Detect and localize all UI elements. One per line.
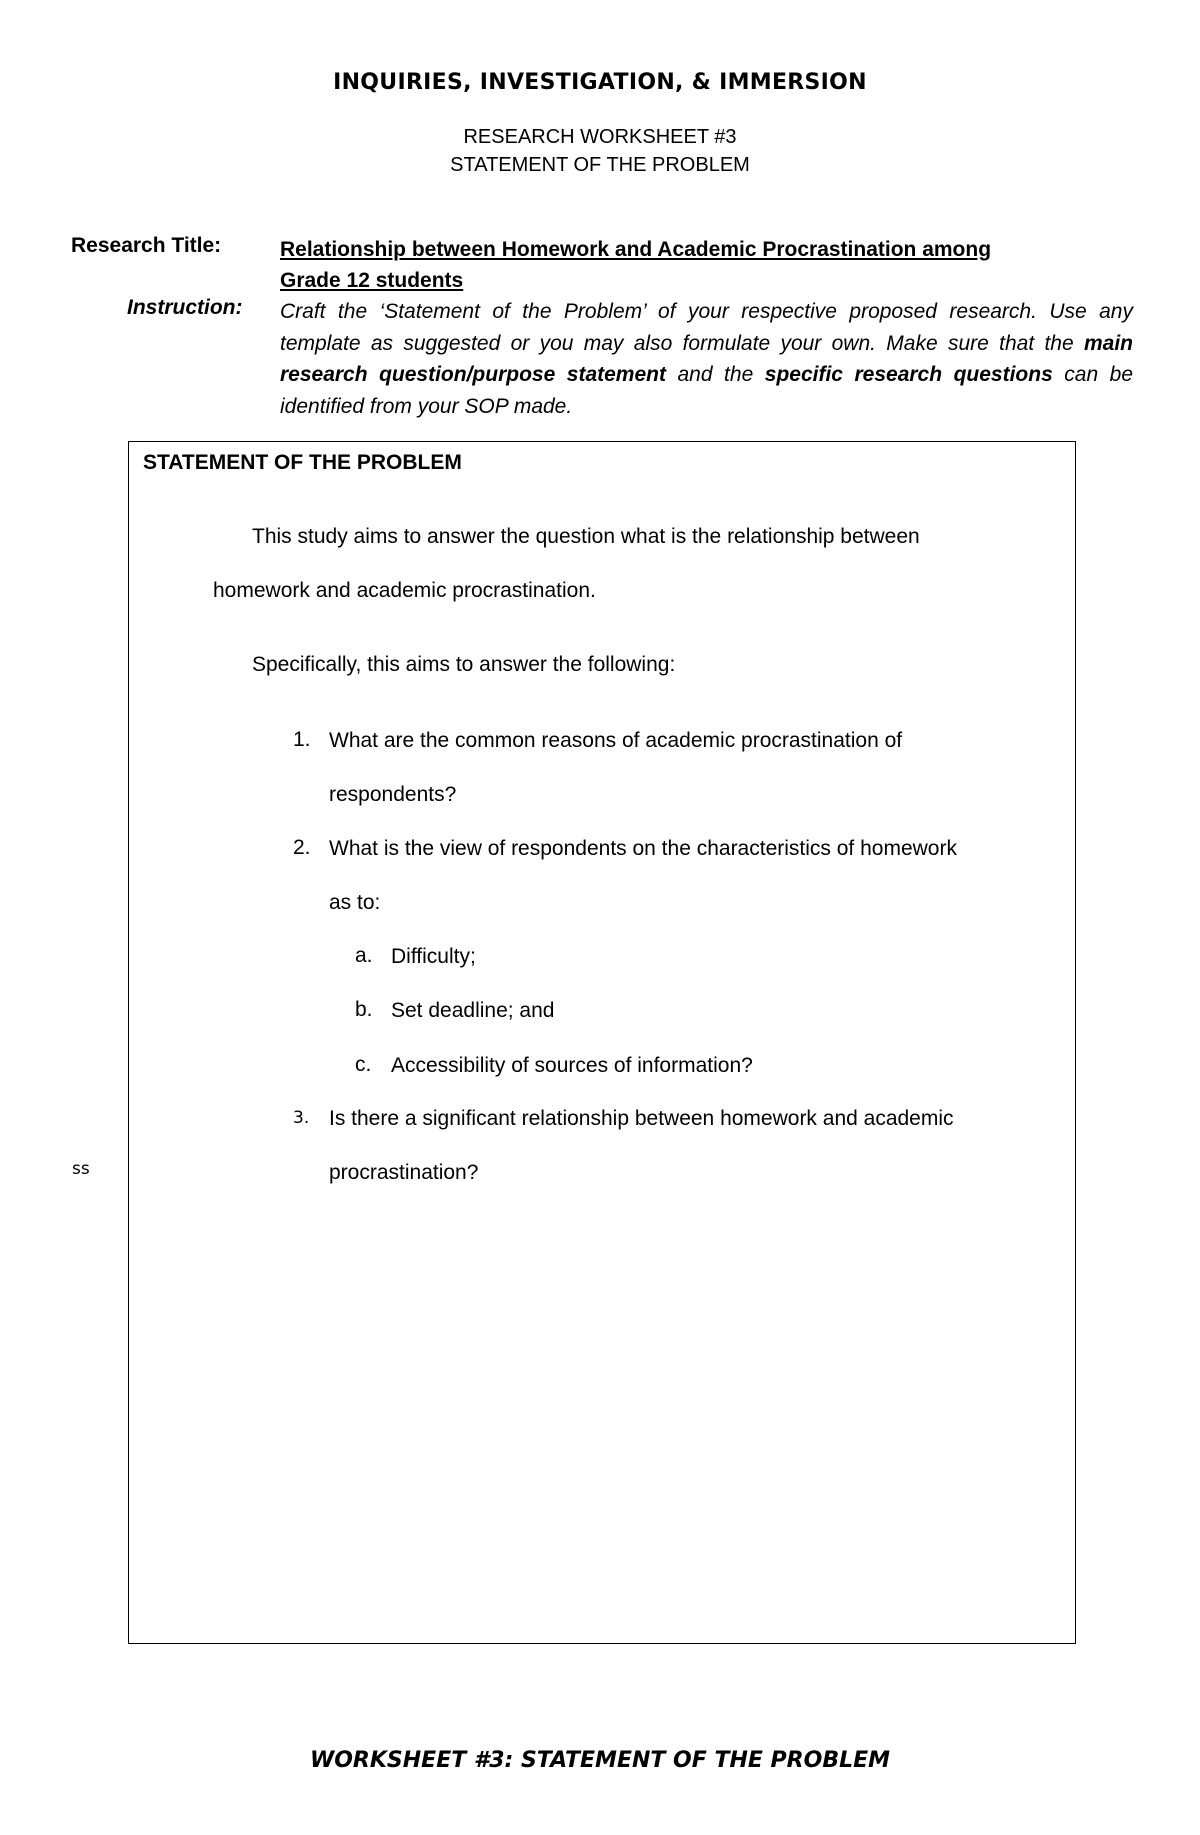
sop-specific-intro: Specifically, this aims to answer the following:: [252, 653, 676, 676]
research-title-line-1: Relationship between Homework and Academic Procrastination among: [280, 238, 992, 261]
sop-heading: STATEMENT OF THE PROBLEM: [143, 451, 462, 474]
sop-intro-line-2: homework and academic procrastination.: [213, 579, 596, 602]
question-2-number: 2.: [293, 836, 311, 859]
sub-item-b: Set deadline; and: [391, 999, 555, 1022]
sub-item-a-letter: a.: [355, 944, 373, 967]
page-footer: WORKSHEET #3: STATEMENT OF THE PROBLEM: [309, 1748, 891, 1773]
question-3-number: 3.: [293, 1108, 310, 1128]
question-1-number: 1.: [293, 728, 311, 751]
margin-note: ss: [72, 1159, 90, 1179]
question-2-line-1: What is the view of respondents on the characteristics of homework: [329, 837, 957, 860]
question-2-line-2: as to:: [329, 891, 381, 914]
research-title: [280, 234, 1140, 296]
research-title-label: Research Title:: [71, 234, 222, 257]
course-title: INQUIRIES, INVESTIGATION, & IMMERSION: [333, 70, 867, 95]
sub-item-c: Accessibility of sources of information?: [391, 1054, 753, 1077]
sop-box: [128, 441, 1076, 1644]
question-1-line-2: respondents?: [329, 783, 457, 806]
question-1-line-1: What are the common reasons of academic procrastination of: [329, 729, 903, 752]
instruction-part-1: Craft the ‘Statement of the Problem’ of your respective proposed research. Use any template as suggested or you may also formulate your own. Make sure that the: [280, 300, 1133, 355]
research-title-line-2: Grade 12 students: [280, 269, 464, 292]
sub-item-a: Difficulty;: [391, 945, 476, 968]
instruction-text: [280, 296, 1133, 422]
worksheet-topic: STATEMENT OF THE PROBLEM: [450, 154, 750, 176]
question-3-line-1: Is there a significant relationship between homework and academic: [329, 1107, 954, 1130]
instruction-label: Instruction:: [127, 296, 243, 319]
instruction-part-2: and the: [665, 363, 765, 386]
sop-intro-line-1: This study aims to answer the question what is the relationship between: [252, 525, 920, 548]
question-3-line-2: procrastination?: [329, 1161, 479, 1184]
instruction-emphasis-main-question: main research question/purpose statement: [280, 331, 1133, 386]
worksheet-title: RESEARCH WORKSHEET #3: [463, 126, 737, 148]
sub-item-c-letter: c.: [355, 1053, 372, 1076]
instruction-part-3: can be identified from your SOP made.: [280, 363, 1134, 418]
instruction-emphasis-specific-questions: specific research questions: [764, 363, 1053, 386]
sub-item-b-letter: b.: [355, 998, 373, 1021]
